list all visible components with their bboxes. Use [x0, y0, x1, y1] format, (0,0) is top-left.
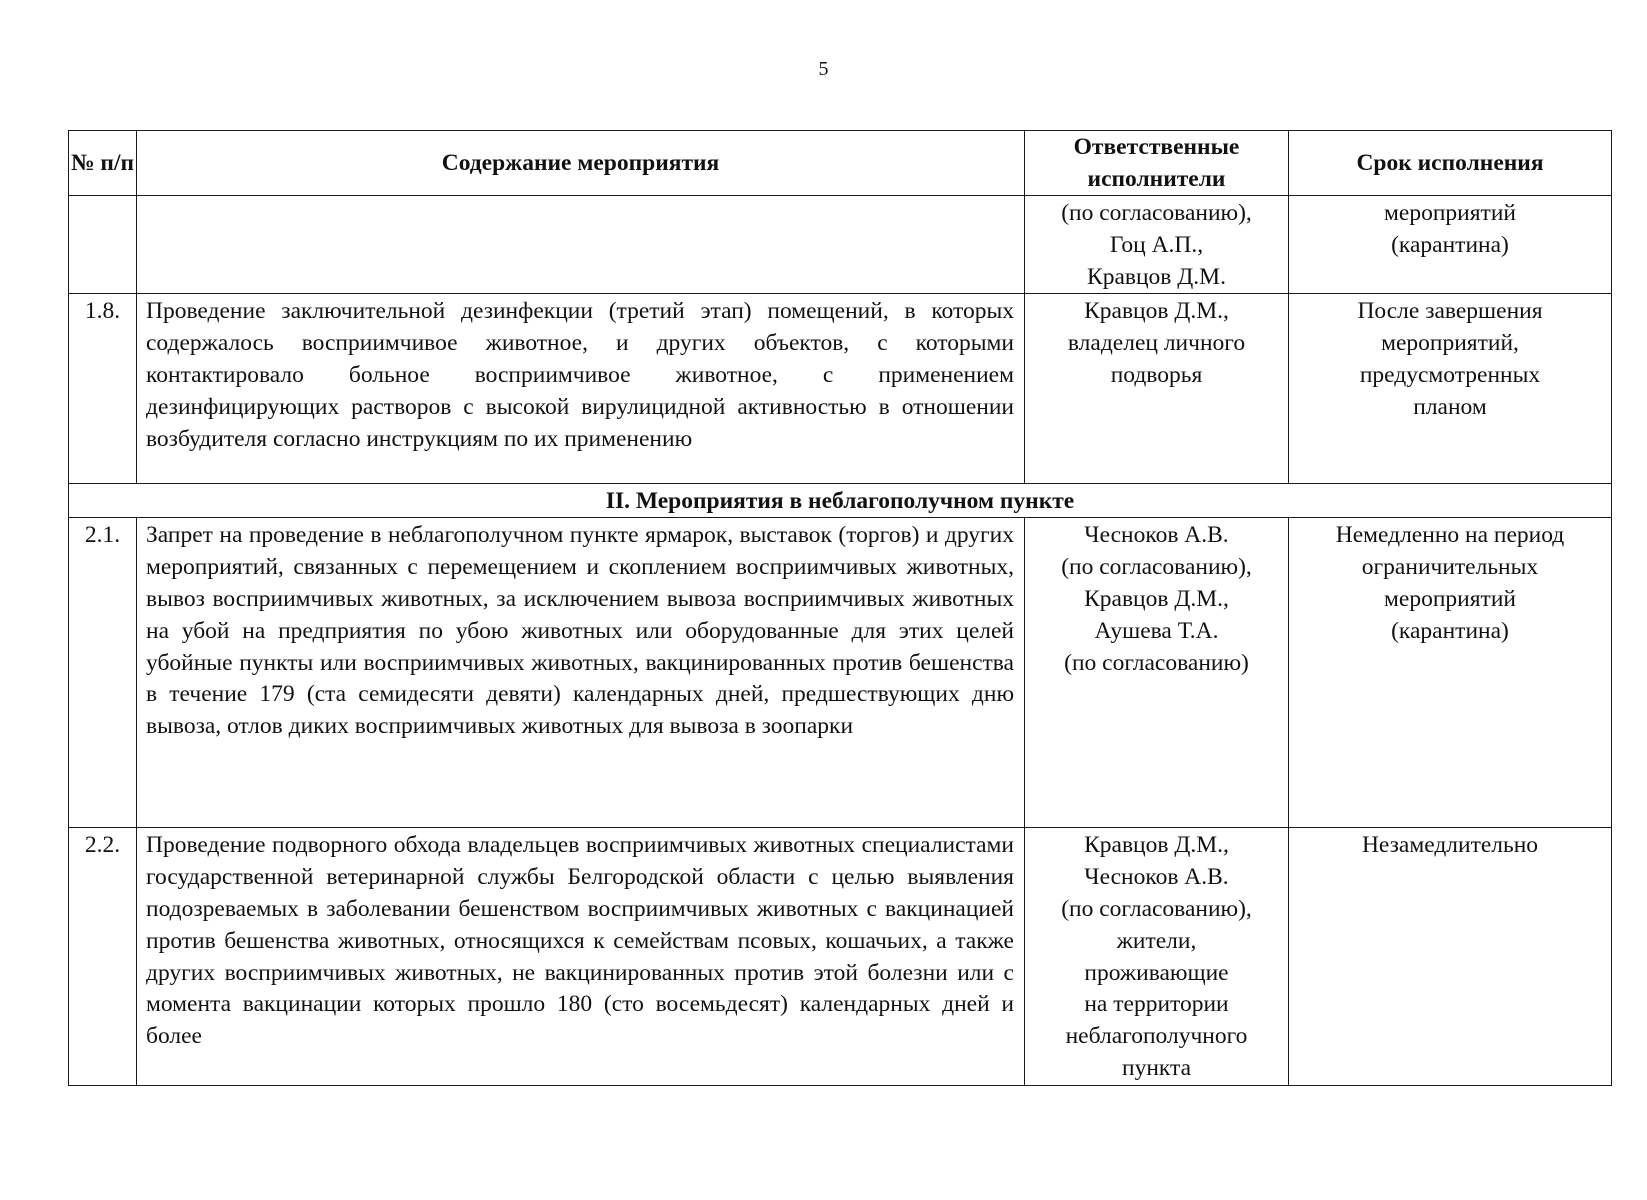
content-text: Запрет на проведение в неблагополучном пункте ярмарок, выставок (торгов) и других мероприятий, связанных с перемещением и скоплением восприимчивых животных, вывоз восприимчивых животных, за исключением вывоза восприимчивых животных на убой на предприятия по убою животных или оборудованные для этих целей убойные пункты или восприимчивых животных, вакцинированных против бешенства в течение 179 (ста семидесяти девяти) календарных дней, предшествующих дню вывоза, отлов диких восприимчивых животных для вывоза в зоопарки: [146, 522, 1014, 740]
responsible-line: пункта: [1122, 1054, 1191, 1081]
deadline-line: предусмотренных: [1359, 361, 1541, 388]
cell-responsible: [1025, 294, 1289, 484]
table-row-2-1: [69, 518, 1612, 828]
section-title: II. Мероприятия в неблагополучном пункте: [69, 484, 1612, 518]
cell-responsible: [1025, 196, 1289, 294]
responsible-line: подворья: [1110, 361, 1203, 388]
deadline-line: планом: [1413, 393, 1487, 420]
deadline-line: ограничительных: [1361, 554, 1539, 581]
page-number: 5: [818, 58, 829, 80]
deadline-line: (карантина): [1391, 617, 1509, 644]
deadline-line: мероприятий: [1384, 200, 1516, 226]
deadline-line: мероприятий,: [1381, 330, 1519, 357]
header-deadline: Срок исполнения: [1289, 131, 1612, 196]
responsible-line: Гоц А.П.,: [1109, 231, 1204, 258]
header-responsible: Ответственные исполнители: [1025, 131, 1289, 196]
deadline-line: Незамедлительно: [1361, 832, 1539, 859]
content-text: Проведение заключительной дезинфекции (третий этап) помещений, в которых содержалось восприимчивое животное, и других объектов, с которыми контактировало больное восприимчивое животное, с применением дезинфицирующих растворов с высокой вирулицидной активностью в отношении возбудителя согласно инструкциям по их применению: [146, 298, 1014, 452]
responsible-line: неблагополучного: [1065, 1023, 1248, 1050]
section-row: [69, 484, 1612, 518]
deadline-line: Немедленно на период: [1335, 522, 1565, 549]
table-row-2-2: [69, 828, 1612, 1085]
table-row-continued: [69, 196, 1612, 294]
cell-content: [137, 828, 1025, 1085]
responsible-line: жители,: [1116, 927, 1197, 954]
deadline-line: мероприятий: [1384, 585, 1516, 612]
responsible-line: Чесноков А.В.: [1084, 864, 1229, 891]
deadline-line: (карантина): [1391, 231, 1509, 258]
responsible-line: владелец личного: [1067, 330, 1246, 357]
cell-deadline: [1289, 828, 1612, 1085]
cell-deadline: [1289, 294, 1612, 484]
responsible-line: на территории: [1084, 991, 1229, 1018]
responsible-line: (по согласованию),: [1061, 200, 1252, 226]
measures-table: [68, 130, 1612, 1086]
cell-num: 2.2.: [69, 828, 137, 1085]
cell-content-empty: [137, 196, 1025, 294]
responsible-line: Аушева Т.А.: [1094, 617, 1219, 644]
responsible-line: Чесноков А.В.: [1084, 522, 1229, 549]
cell-num: 1.8.: [69, 294, 137, 484]
responsible-line: (по согласованию),: [1061, 554, 1252, 581]
cell-num-empty: [69, 196, 137, 294]
cell-num: 2.1.: [69, 518, 137, 828]
cell-content: [137, 294, 1025, 484]
cell-responsible: [1025, 828, 1289, 1085]
responsible-line: Кравцов Д.М.: [1087, 263, 1226, 290]
responsible-line: Кравцов Д.М.,: [1084, 832, 1229, 859]
cell-content: [137, 518, 1025, 828]
responsible-line: (по согласованию),: [1061, 895, 1252, 922]
table-row-1-8: [69, 294, 1612, 484]
responsible-line: Кравцов Д.М.,: [1084, 585, 1229, 612]
header-num: № п/п: [69, 131, 137, 196]
content-text: Проведение подворного обхода владельцев восприимчивых животных специалистами государственной ветеринарной службы Белгородской области с целью выявления подозреваемых в заболевании бешенством восприимчивых животных с вакцинацией против бешенства животных, относящихся к семействам псовых, кошачьих, а также других восприимчивых животных, не вакцинированных против этой болезни или с момента вакцинации которых прошло 180 (сто восемьдесят) календарных дней и более: [146, 832, 1014, 1050]
cell-responsible: [1025, 518, 1289, 828]
cell-deadline: [1289, 196, 1612, 294]
cell-deadline: [1289, 518, 1612, 828]
header-content: Содержание мероприятия: [137, 131, 1025, 196]
responsible-line: Кравцов Д.М.,: [1084, 298, 1229, 325]
responsible-line: проживающие: [1084, 959, 1229, 986]
table-header-row: [69, 131, 1612, 196]
deadline-line: После завершения: [1357, 298, 1543, 325]
responsible-line: (по согласованию): [1064, 649, 1249, 676]
